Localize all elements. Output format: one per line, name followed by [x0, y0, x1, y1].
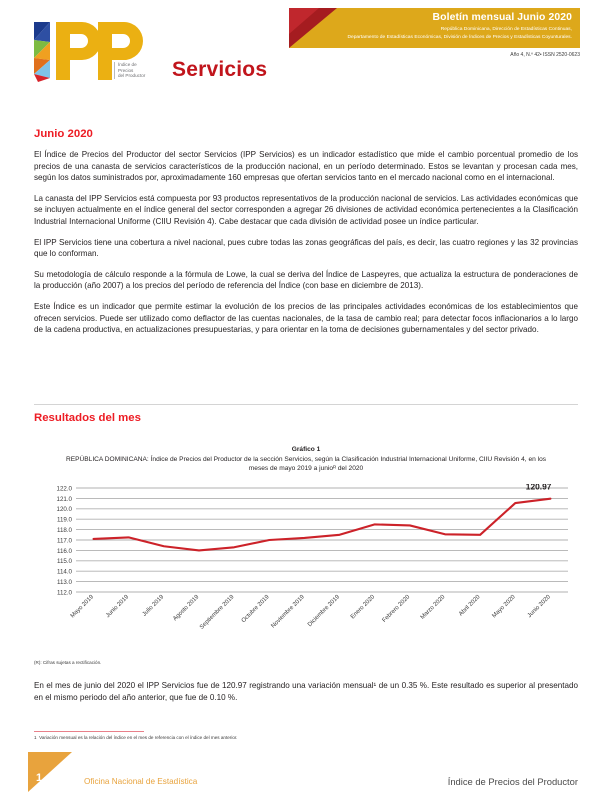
intro-paragraph-5: Este Índice es un indicador que permite estimar la evolución de los precios de las principales actividades económicas de los establecimientos que ofrecen servicios. Puede ser utilizado como deflactor de las cuentas nacionales, de la tasa de cambio real; para detectar focos inflacionarios a lo largo de la cadena productiva, en actualizaciones presupuestarias, y para orientar en la toma de decisiones gubernamentales y del sector privado. [34, 301, 578, 335]
x-axis-tick-label: Agosto 2019 [172, 594, 201, 623]
y-axis-tick-label: 113.0 [56, 579, 72, 586]
footer-organization: Oficina Nacional de Estadística [84, 777, 198, 786]
x-axis-tick-label: Diciembre 2019 [307, 594, 341, 629]
y-axis-tick-label: 114.0 [56, 568, 72, 576]
bulletin-issn: Año 4, N.º 42• ISSN 2520-0623 [510, 52, 580, 58]
y-axis-tick-label: 117.0 [56, 537, 72, 545]
y-axis-tick-label: 118.0 [56, 527, 72, 534]
logo-subtitle-line1: Índice de [118, 62, 137, 67]
footnote-marker: 1 [34, 735, 37, 740]
y-axis-tick-label: 119.0 [56, 516, 72, 524]
y-axis-tick-label: 115.0 [56, 558, 72, 566]
x-axis-tick-label: Enero 2020 [349, 594, 377, 621]
chart-canvas [34, 484, 578, 654]
y-axis-tick-label: 116.0 [56, 547, 72, 555]
intro-section [34, 128, 578, 336]
page-footer [0, 752, 612, 792]
x-axis-tick-label: Julio 2019 [141, 594, 166, 618]
page-title: Servicios [172, 58, 268, 81]
footnote-divider [34, 731, 144, 732]
banner-triangle-light-icon [289, 8, 319, 34]
x-axis-tick-label: Junio 2020 [526, 594, 552, 620]
x-axis-tick-label: Mayo 2019 [69, 594, 95, 620]
ipp-logo [30, 18, 170, 94]
y-axis-tick-label: 122.0 [56, 485, 72, 493]
footnote [34, 735, 237, 740]
intro-paragraph-3: El IPP Servicios tiene una cobertura a nivel nacional, pues cubre todas las zonas geográficas del país, es decir, las cuatro regiones y las 32 provincias que lo conforman. [34, 237, 578, 259]
chart-title: Gráfico 1 [291, 446, 321, 453]
x-axis-tick-label: Septiembre 2019 [198, 594, 236, 631]
results-heading: Resultados del mes [34, 412, 141, 424]
x-axis-tick-label: Mayo 2020 [491, 594, 517, 620]
chart-note: (R): Cifras sujetas a rectificación. [34, 660, 102, 665]
bulletin-subtitle-line2: Departamento de Estadísticas Económicas, División de Índices de Precios y Estadísticas Coyunturales. [347, 35, 572, 40]
x-axis-tick-label: Marzo 2020 [419, 594, 447, 621]
bulletin-subtitle-line1: República Dominicana, Dirección de Estadísticas Continuas, [440, 27, 572, 32]
logo-subtitle [114, 62, 174, 79]
chart-subtitle: REPÚBLICA DOMINICANA: Índice de Precios del Productor de la sección Servicios, según la Clasificación Industrial Internacional Uniforme, CIIU Revisión 4, en los meses de mayo 2019 a junioᴿ del 2020 [65, 456, 547, 472]
intro-paragraph-2: La canasta del IPP Servicios está compuesta por 93 productos representativos de la producción nacional de servicios. Las actividades económicas que se incluyen actualmente en el índice general del sector corresponden a agregar 26 divisiones de actividad económica pertenecientes a la Clasificación Industrial Internacional Uniforme (CIIU Revisión 4). Cabe destacar que cada división de actividad posee un índice particular. [34, 193, 578, 226]
section-divider [34, 404, 578, 405]
x-axis-tick-label: Octubre 2019 [240, 594, 271, 625]
chart-series-line [94, 499, 551, 551]
x-axis-tick-label: Noviembre 2019 [270, 594, 306, 630]
y-axis-tick-label: 120.0 [56, 506, 72, 514]
x-axis-tick-label: Febrero 2020 [381, 594, 412, 624]
page-header [0, 0, 612, 112]
closing-paragraph: En el mes de junio del 2020 el IPP Servicios fue de 120.97 registrando una variación mensual¹ de un 0.35 %. Este resultado es superior al presentado en el mismo periodo del año anterior, que fue de 0.10 %. [34, 681, 578, 702]
y-axis-tick-label: 121.0 [56, 495, 72, 503]
page-number: 1 [36, 772, 43, 784]
x-axis-tick-label: Abril 2020 [458, 594, 482, 618]
footnote-text: Variación mensual es la relación del índice en el mes de referencia con el índice del mes anterior. [39, 735, 238, 740]
logo-subtitle-line2: Precios [118, 67, 134, 73]
logo-subtitle-line3: del Productor [118, 73, 146, 79]
line-chart [34, 484, 578, 654]
footer-triangle-icon [28, 752, 72, 792]
y-axis-tick-label: 112.0 [56, 589, 72, 597]
bulletin-title: Boletín mensual Junio 2020 [432, 12, 572, 23]
bulletin-banner [289, 8, 580, 48]
chart-header [34, 446, 578, 473]
x-axis-tick-label: Junio 2019 [105, 594, 131, 620]
intro-paragraph-1: El Índice de Precios del Productor del sector Servicios (IPP Servicios) es un indicador estadístico que mide el cambio porcentual promedio de los precios de una canasta de servicios característicos de la producción nacional, en un período determinado. Estos se levantan y procesan cada mes, según los datos suministrados por, aproximadamente 160 empresas que ofertan servicios tanto en el mercado nacional como en el internacional. [34, 150, 578, 183]
footer-publication: Índice de Precios del Productor [447, 776, 578, 787]
intro-paragraph-4: Su metodología de cálculo responde a la fórmula de Lowe, la cual se deriva del Índice de Laspeyres, que actualiza la estructura de ponderaciones de la producción (año 2007) a los precios del período de referencia del Índice (con base en diciembre de 2013). [34, 269, 578, 291]
chart-data-label: 120.97 [525, 484, 552, 492]
month-heading: Junio 2020 [34, 128, 93, 140]
